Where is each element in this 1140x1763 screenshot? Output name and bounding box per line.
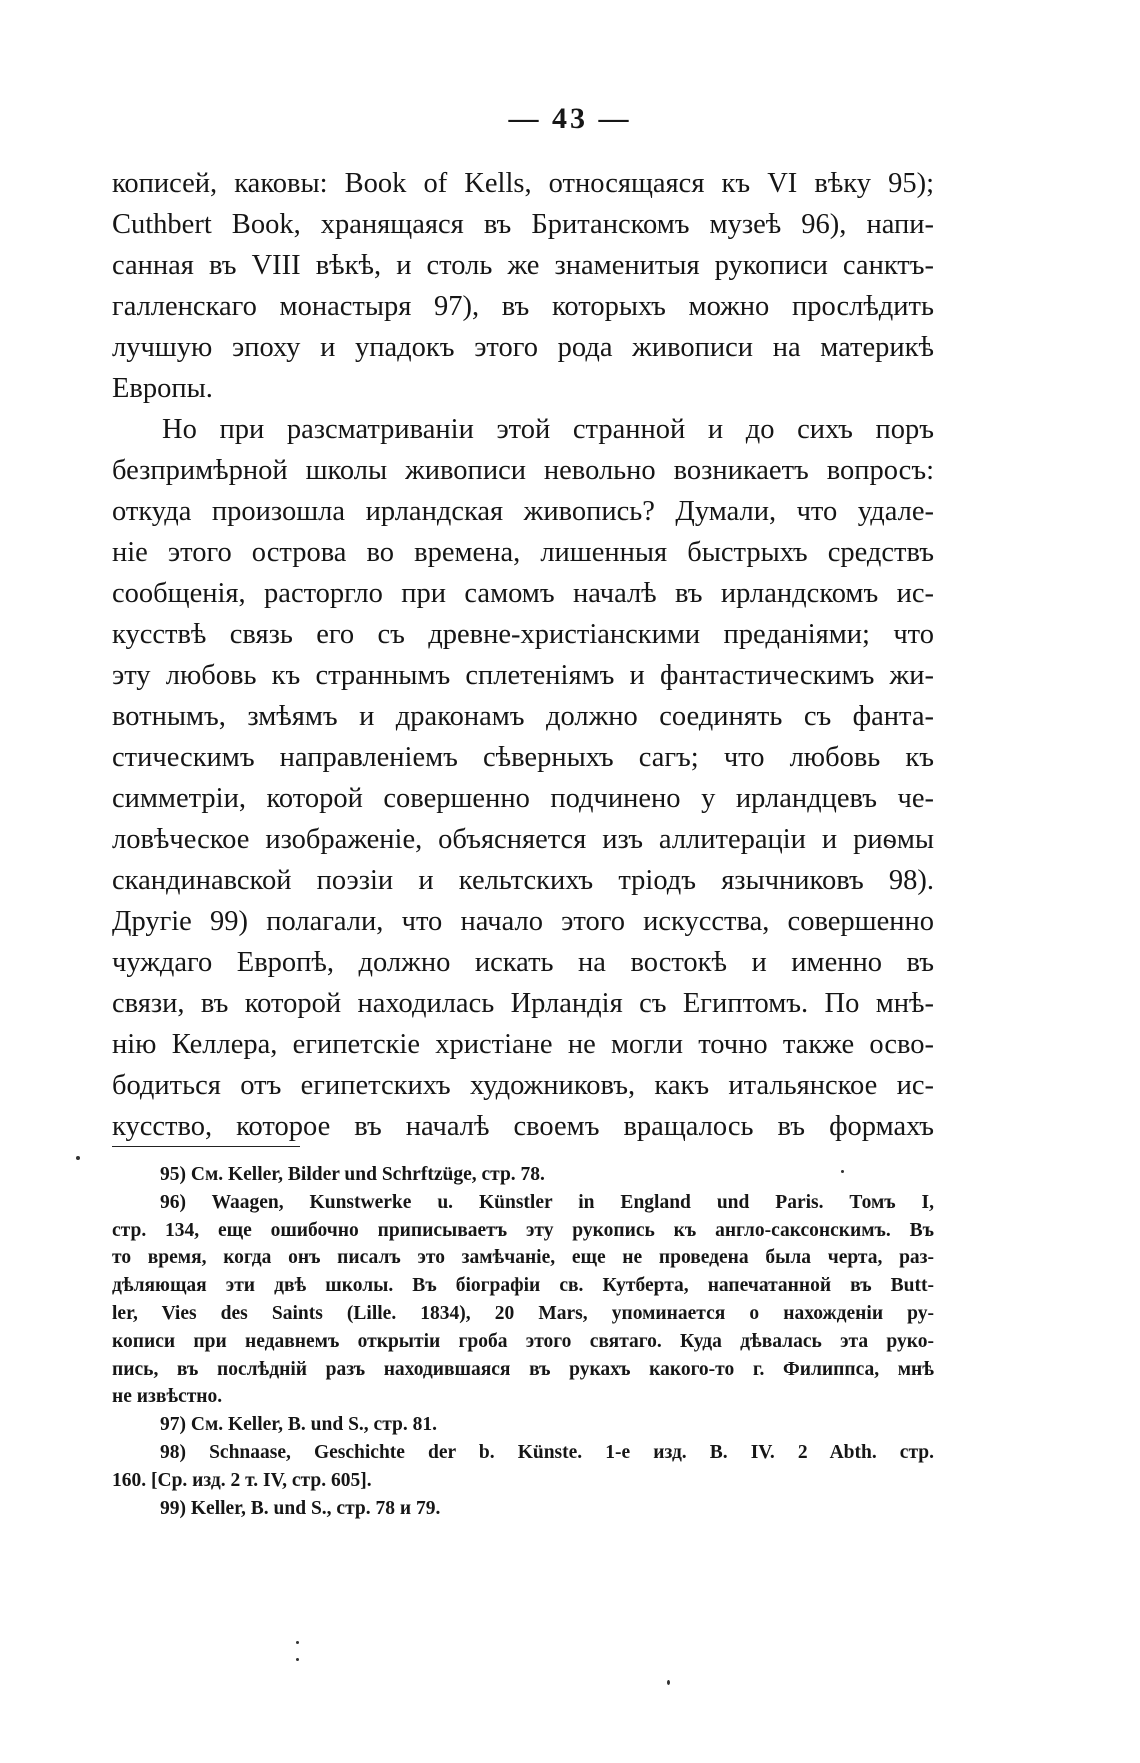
speck <box>296 1658 299 1661</box>
speck <box>667 1680 670 1685</box>
text-line: откуда произошла ирландская живопись? Думали, что удале- <box>112 496 934 527</box>
text-line: эту любовь къ страннымъ сплетеніямъ и фантастическимъ жи- <box>112 660 934 691</box>
text-line: Но при разсматриваніи этой странной и до сихъ поръ <box>162 414 934 445</box>
footnote-line: пись, въ послѣдній разъ находившаяся въ рукахъ какого-то г. Филиппса, мнѣ <box>112 1358 934 1380</box>
footnote-line: 99) Keller, B. und S., стр. 78 и 79. <box>160 1497 441 1519</box>
text-line: связи, въ которой находилась Ирландія съ Египтомъ. По мнѣ- <box>112 988 934 1019</box>
footnote-line: стр. 134, еще ошибочно приписываетъ эту рукопись къ англо-саксонскимъ. Въ <box>112 1219 934 1241</box>
text-line: вотнымъ, змѣямъ и драконамъ должно соединять съ фанта- <box>112 701 934 732</box>
footnote-line: дѣляющая эти двѣ школы. Въ біографіи св. Кутберта, напечатанной въ Butt- <box>112 1275 934 1297</box>
text-line: Другіе 99) полагали, что начало этого искусства, совершенно <box>112 906 934 937</box>
text-line: ловѣческое изображеніе, объясняется изъ аллитераціи и риѳмы <box>112 824 934 855</box>
text-line: кусство, которое въ началѣ своемъ вращалось въ формахъ <box>112 1111 934 1142</box>
speck <box>76 1156 80 1160</box>
footnote-line: 160. [Ср. изд. 2 т. IV, стр. 605]. <box>112 1469 372 1491</box>
footnote-line: то время, когда онъ писалъ это замѣчаніе, еще не проведена была черта, раз- <box>112 1247 934 1269</box>
footnote-line: ler, Vies des Saints (Lille. 1834), 20 Mars, упоминается о нахожденіи ру- <box>112 1302 934 1324</box>
text-line: скандинавской поэзіи и кельтскихъ тріодъ язычниковъ 98). <box>112 865 934 896</box>
text-line: галленскаго монастыря 97), въ которыхъ можно прослѣдить <box>112 291 934 322</box>
text-line: санная въ VIII вѣкѣ, и столь же знаменитыя рукописи санктъ- <box>112 250 934 281</box>
footnote-line: 98) Schnaase, Geschichte der b. Künste. 1-е изд. B. IV. 2 Abth. стр. <box>160 1441 934 1463</box>
text-line: бодиться отъ египетскихъ художниковъ, какъ итальянское ис- <box>112 1070 934 1101</box>
text-line: нію Келлера, египетскіе христіане не могли точно также осво- <box>112 1029 934 1060</box>
text-line: сообщенія, расторгло при самомъ началѣ въ ирландскомъ ис- <box>112 578 934 609</box>
text-line: безпримѣрной школы живописи невольно возникаетъ вопросъ: <box>112 455 934 486</box>
text-line: ніе этого острова во времена, лишенныя быстрыхъ средствъ <box>112 537 934 568</box>
text-line: кусствѣ связь его съ древне-христіанскими преданіями; что <box>112 619 934 650</box>
text-line: Европы. <box>112 373 213 404</box>
main-text <box>112 163 934 1147</box>
text-line: стическимъ направленіемъ сѣверныхъ сагъ; что любовь къ <box>112 742 934 773</box>
page-number: — 43 — <box>508 102 632 135</box>
text-line: кописей, каковы: Book of Kells, относящаяся къ VI вѣку 95); <box>112 168 934 199</box>
text-line: лучшую эпоху и упадокъ этого рода живописи на материкѣ <box>112 332 934 363</box>
footnote-separator <box>112 1146 300 1147</box>
text-line: Cuthbert Book, хранящаяся въ Британскомъ музеѣ 96), напи- <box>112 209 934 240</box>
footnote-line: 96) Waagen, Kunstwerke u. Künstler in England und Paris. Томъ I, <box>160 1191 934 1213</box>
footnote-line: 97) См. Keller, B. und S., стр. 81. <box>160 1414 437 1436</box>
footnote-line: кописи при недавнемъ открытіи гроба этого святаго. Куда дѣвалась эта руко- <box>112 1330 934 1352</box>
footnote-line: 95) См. Keller, Bilder und Schrftzüge, стр. 78. <box>160 1164 545 1185</box>
text-line: чуждаго Европѣ, должно искать на востокѣ и именно въ <box>112 947 934 978</box>
footnotes <box>112 1161 934 1522</box>
text-line: симметріи, которой совершенно подчинено у ирландцевъ че- <box>112 783 934 814</box>
footnote-line: не извѣстно. <box>112 1386 223 1408</box>
speck <box>296 1641 299 1644</box>
speck <box>841 1170 844 1173</box>
